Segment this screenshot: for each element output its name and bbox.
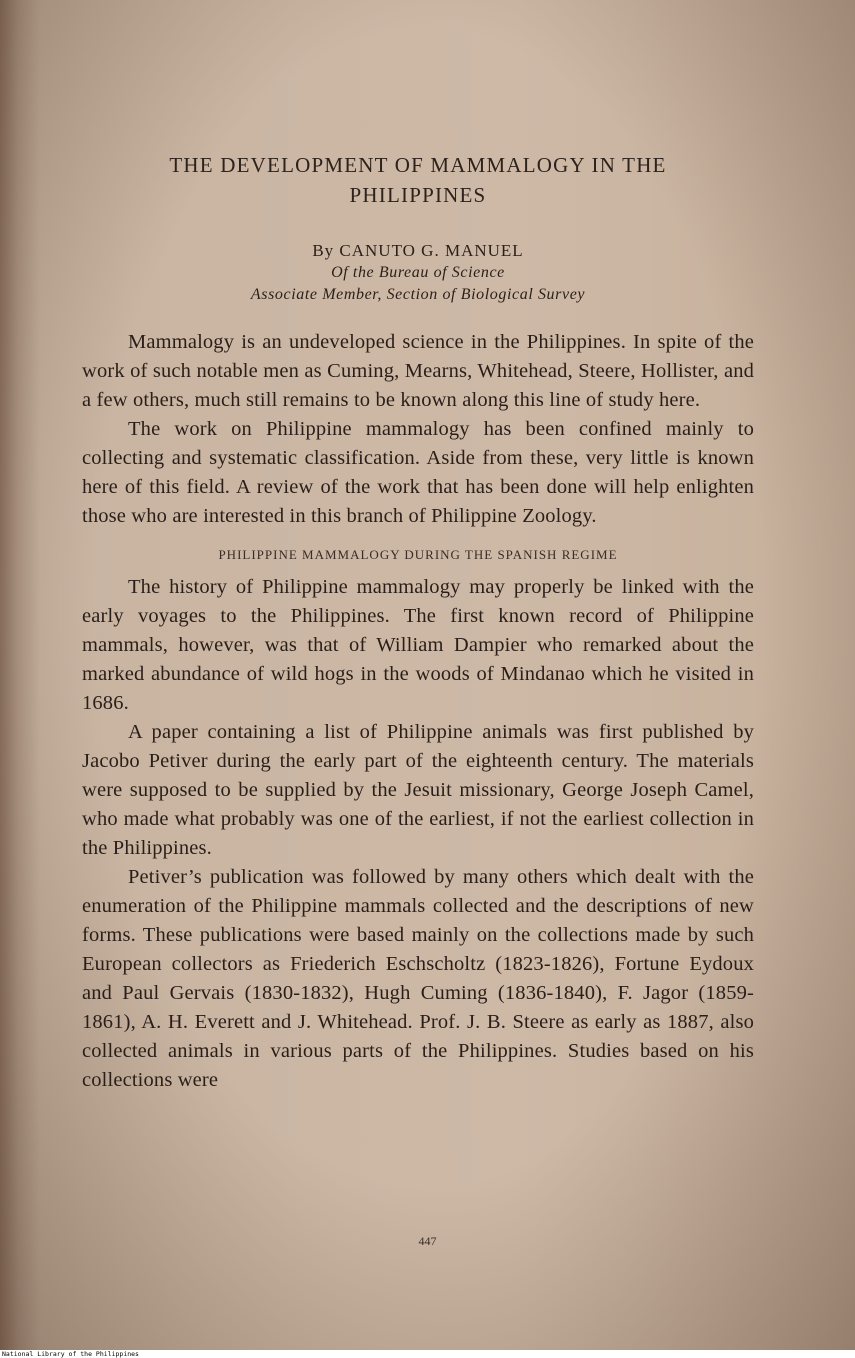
article-page	[82, 150, 754, 1095]
page-number: 447	[418, 1234, 437, 1248]
intro-paragraph-2: The work on Philippine mammalogy has been confined mainly to collecting and systematic classification. Aside from these, very little is known here of this field. A review of the work that has been done will help enlighten those who are interested in this branch of Philippine Zoology.	[82, 418, 754, 527]
library-credit: National Library of the Philippines	[2, 1350, 139, 1358]
author-affiliation-2: Associate Member, Section of Biological Survey	[250, 286, 586, 303]
author-byline: By CANUTO G. MANUEL	[312, 241, 524, 260]
section-paragraph-3: Petiver’s publication was followed by many others which dealt with the enumeration of the Philippine mammals collected and the descriptions of new forms. These publications were based mainly on the collections made by such European collectors as Friederich Eschscholtz (1823-1826), Fortune Eydoux and Paul Gervais (1830-1832), Hugh Cuming (1836-1840), F. Jagor (1859-1861), A. H. Everett and J. Whitehead. Prof. J. B. Steere as early as 1887, also collected animals in various parts of the Philippines. Studies based on his collections were	[82, 866, 754, 1091]
title-line-1: THE DEVELOPMENT OF MAMMALOGY IN THE	[169, 153, 667, 177]
intro-paragraph-1: Mammalogy is an undeveloped science in the Philippines. In spite of the work of such notable men as Cuming, Mearns, Whitehead, Steere, Hollister, and a few others, much still remains to be known along this line of study here.	[82, 331, 754, 411]
article-body	[82, 328, 754, 1095]
article-title	[82, 150, 754, 210]
author-affiliation-1: Of the Bureau of Science	[331, 264, 505, 281]
title-line-2: PHILIPPINES	[349, 183, 487, 207]
section-paragraph-2: A paper containing a list of Philippine animals was first published by Jacobo Petiver during the early part of the eighteenth century. The materials were supposed to be supplied by the Jesuit missionary, George Joseph Camel, who made what probably was one of the earliest, if not the earliest collection in the Philippines.	[82, 721, 754, 859]
section-heading: PHILIPPINE MAMMALOGY DURING THE SPANISH REGIME	[218, 547, 618, 562]
section-paragraph-1: The history of Philippine mammalogy may properly be linked with the early voyages to the Philippines. The first known record of Philippine mammals, however, was that of William Dampier who remarked about the marked abundance of wild hogs in the woods of Mindanao which he visited in 1686.	[82, 576, 754, 714]
